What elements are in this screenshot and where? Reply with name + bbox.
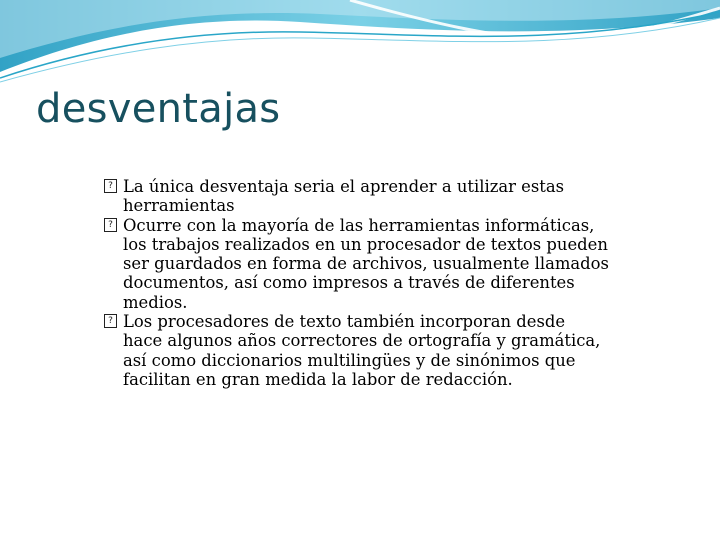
bullet-text: Ocurre con la mayoría de las herramientas informáticas, los trabajos realizados en un procesador de textos pueden ser guardados en forma de archivos, usualmente llamados documentos, así como impresos a través de diferentes medios.	[123, 215, 609, 312]
bullet-marker-icon: ?	[104, 218, 117, 232]
bullet-item	[104, 177, 609, 216]
header-wave-decoration	[0, 0, 720, 90]
bullet-marker-icon: ?	[104, 179, 117, 193]
bullet-item	[104, 312, 609, 389]
slide-title: desventajas	[36, 86, 281, 132]
bullet-marker-icon: ?	[104, 314, 117, 328]
bullet-text: La única desventaja seria el aprender a utilizar estas herramientas	[123, 177, 565, 216]
bullet-text: Los procesadores de texto también incorporan desde hace algunos años correctores de ortografía y gramática, así como diccionarios multilingües y de sinónimos que facilitan en gran medida la labor de redacción.	[123, 312, 601, 389]
bullet-item	[104, 216, 609, 312]
bullet-list	[104, 177, 609, 389]
